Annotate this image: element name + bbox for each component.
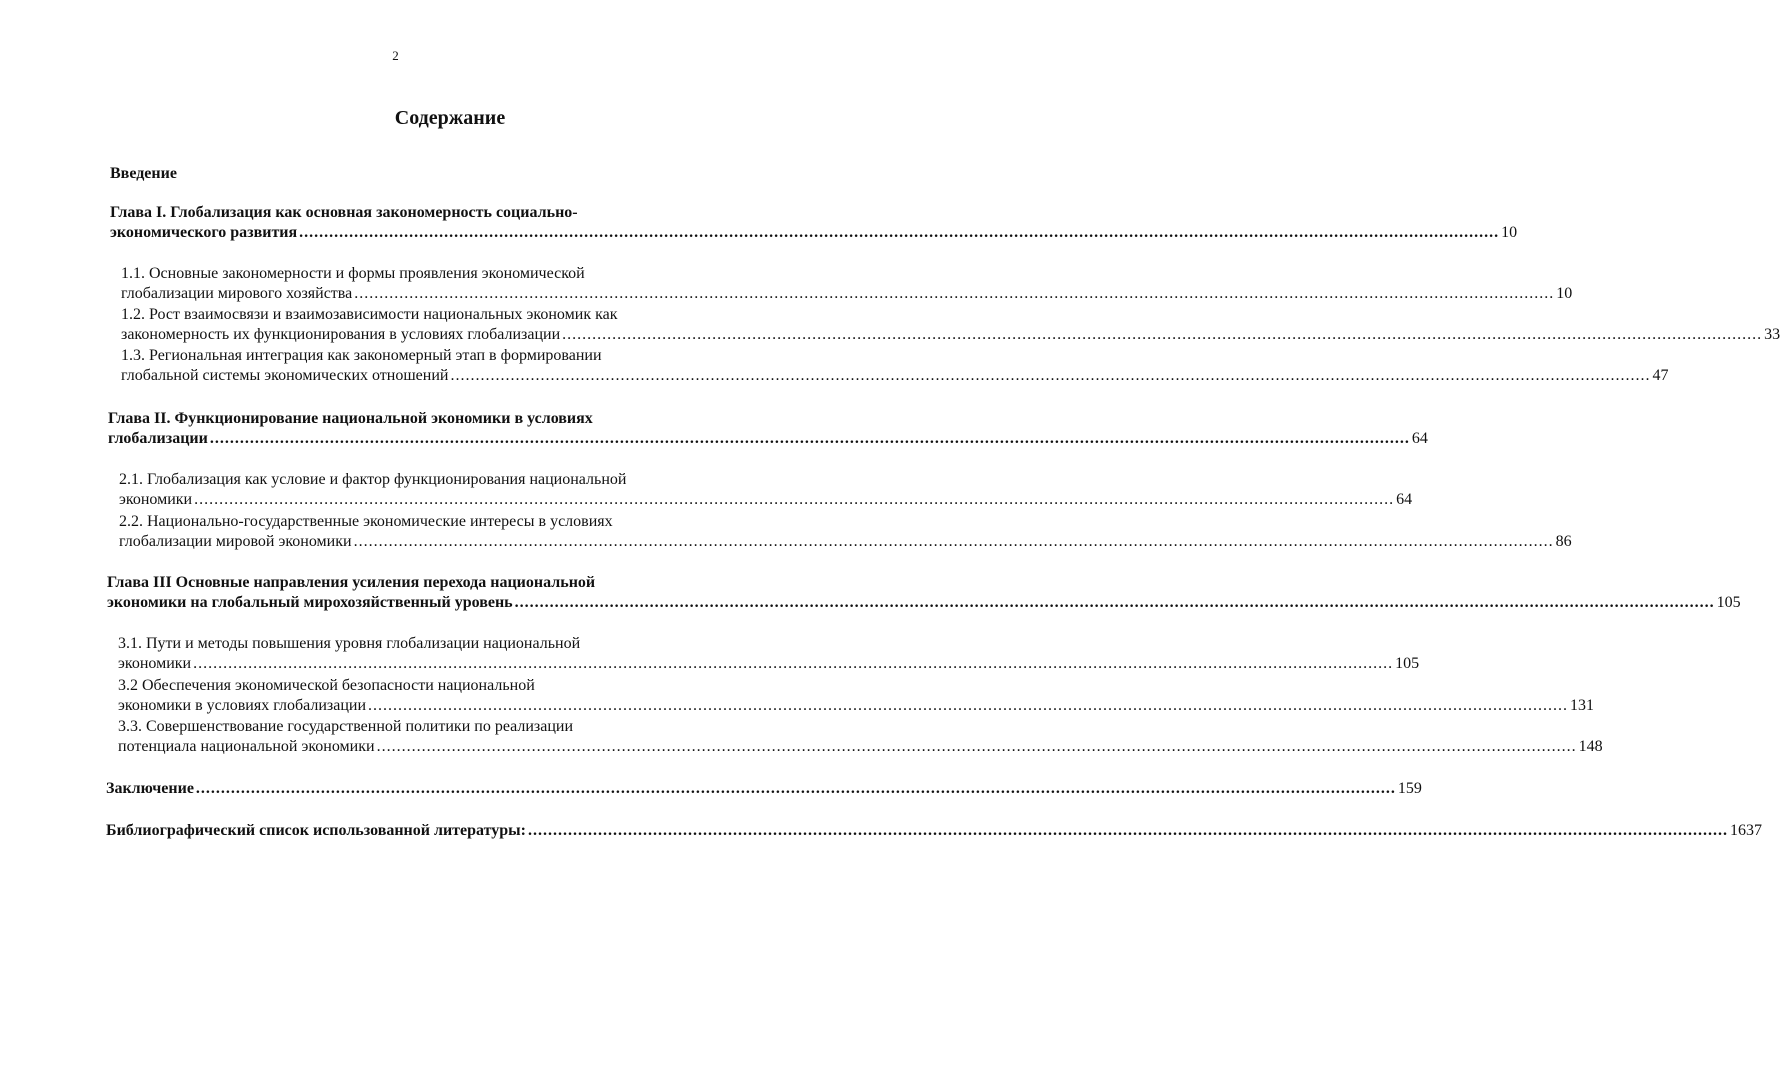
toc-entry-title-cont: экономического развития [110,224,298,241]
toc-introduction: Введение [110,165,177,182]
toc-title: Содержание [394,107,506,129]
toc-page-number: 10 [1501,224,1518,241]
toc-entry-title-cont: закономерность их функционирования в условиях глобализации [121,326,561,343]
dot-leader: ................................................................................................................................................................................................................................................ [299,224,1500,241]
toc-entry-title: 3.3. Совершенствование государственной политики по реализации [118,718,574,735]
toc-section-3-2[interactable] [118,676,1594,716]
toc-page-number: 33 [1764,326,1780,343]
dot-leader: ................................................................................................................................................................................................................................................ [353,533,1554,550]
toc-section-1-2[interactable] [121,305,1780,345]
toc-section-3-1[interactable] [118,634,1420,674]
toc-section-2-1[interactable] [119,470,1413,510]
dot-leader: ................................................................................................................................................................................................................................................ [193,655,1394,672]
toc-chapter-3[interactable] [107,573,1741,613]
toc-entry-title: 3.2 Обеспечения экономической безопасности национальной [118,677,535,694]
toc-entry-title: 2.2. Национально-государственные экономические интересы в условиях [119,513,613,530]
toc-entry-title-cont: глобальной системы экономических отношений [121,367,449,384]
dot-leader: ................................................................................................................................................................................................................................................ [528,822,1728,839]
dot-leader: ................................................................................................................................................................................................................................................ [195,780,1396,797]
toc-entry-title: Глава III Основные направления усиления перехода национальной [107,574,596,591]
toc-entry-title: 3.1. Пути и методы повышения уровня глобализации национальной [118,635,581,652]
dot-leader: ................................................................................................................................................................................................................................................ [376,738,1577,755]
page-number: 2 [392,48,399,63]
toc-page-number: 105 [1395,655,1420,672]
toc-entry-title: Глава II. Функционирование национальной экономики в условиях [108,410,593,427]
toc-bibliography[interactable] [106,821,1762,841]
toc-entry-title-cont: глобализации мирового хозяйства [121,285,353,302]
toc-page-number: 1637 [1730,822,1762,839]
toc-entry-title-cont: потенциала национальной экономики [118,738,375,755]
toc-chapter-2[interactable] [108,409,1428,449]
toc-entry-title-cont: глобализации [108,430,208,447]
dot-leader: ................................................................................................................................................................................................................................................ [194,491,1395,508]
toc-page-number: 64 [1396,491,1413,508]
dot-leader: ................................................................................................................................................................................................................................................ [562,326,1763,343]
toc-entry-title-cont: экономики [118,655,192,672]
dot-leader: ................................................................................................................................................................................................................................................ [209,430,1410,447]
toc-entry-title-cont: экономики на глобальный мирохозяйственный уровень [107,594,513,611]
toc-entry-title: Заключение [106,780,194,797]
toc-page-number: 105 [1716,594,1741,611]
toc-entry-title-cont: экономики [119,491,193,508]
dot-leader: ................................................................................................................................................................................................................................................ [354,285,1555,302]
toc-page-number: 47 [1652,367,1669,384]
dot-leader: ................................................................................................................................................................................................................................................ [368,697,1568,714]
toc-page-number: 148 [1578,738,1603,755]
toc-section-1-3[interactable] [121,346,1669,386]
toc-page-number: 64 [1411,430,1428,447]
toc-entry-title: Библиографический список использованной литературы: [106,822,526,839]
toc-entry-title: 2.1. Глобализация как условие и фактор функционирования национальной [119,471,627,488]
toc-entry-title-cont: экономики в условиях глобализации [118,697,366,714]
toc-entry-title: Глава I. Глобализация как основная закономерность социально- [110,204,578,221]
dot-leader: ................................................................................................................................................................................................................................................ [514,594,1715,611]
toc-section-3-3[interactable] [118,717,1603,757]
toc-entry-title-cont: глобализации мировой экономики [119,533,352,550]
toc-page-number: 10 [1556,285,1573,302]
toc-entry-title: 1.2. Рост взаимосвязи и взаимозависимости национальных экономик как [121,306,618,323]
toc-conclusion[interactable] [106,779,1422,799]
dot-leader: ................................................................................................................................................................................................................................................ [450,367,1651,384]
toc-chapter-1[interactable] [110,203,1518,243]
toc-page-number: 86 [1555,533,1572,550]
toc-entry-title: 1.1. Основные закономерности и формы проявления экономической [121,265,585,282]
toc-section-1-1[interactable] [121,264,1573,304]
toc-page-number: 131 [1570,697,1594,714]
toc-entry-title: 1.3. Региональная интеграция как закономерный этап в формировании [121,347,602,364]
toc-section-2-2[interactable] [119,512,1572,552]
toc-page-number: 159 [1397,780,1422,797]
